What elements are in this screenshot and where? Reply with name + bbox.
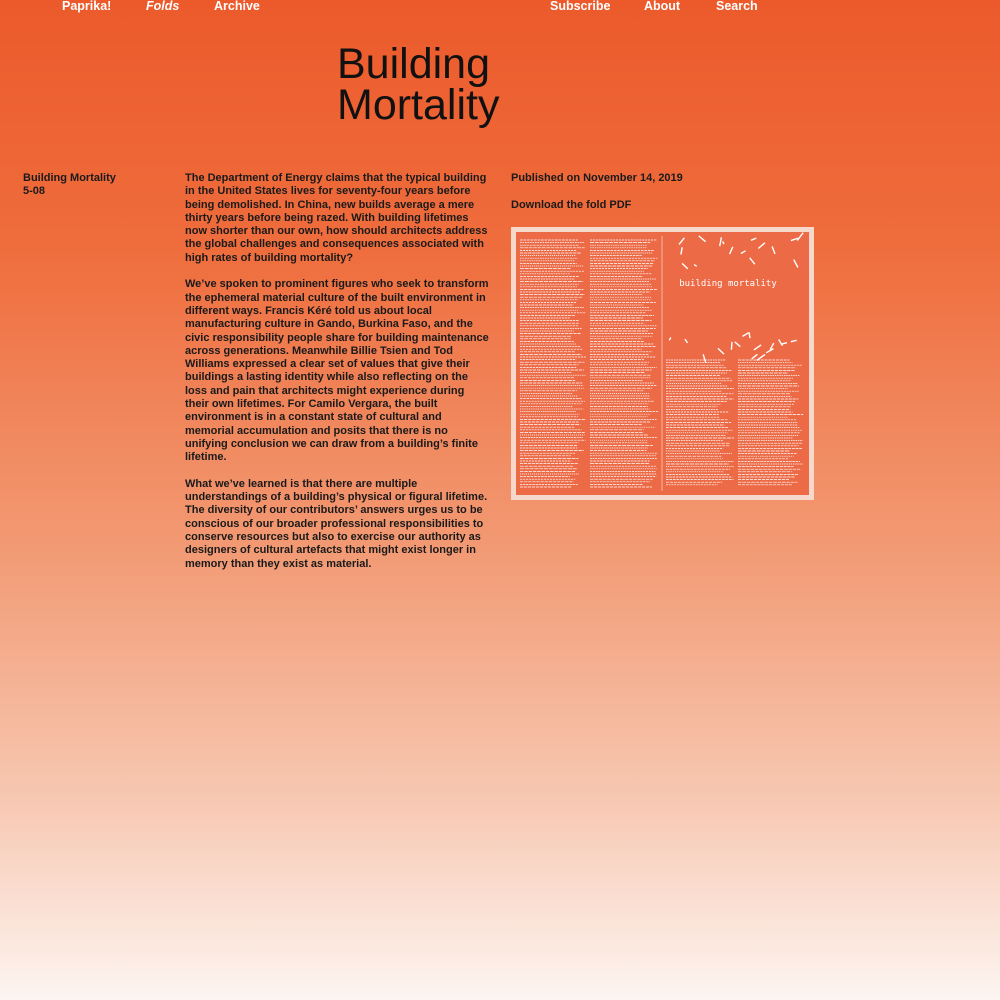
page-title-line-2: Mortality [337, 81, 500, 129]
fold-meta [511, 172, 683, 212]
nav-folds[interactable]: Folds [146, 0, 180, 13]
article-paragraph: The Department of Energy claims that the typical building in the United States lives for seventy-four years before being demolished. In China, new builds average a mere thirty years before being razed. With building lifetimes now shorter than our own, how should architects address the global challenges and consequences associated with high rates of building mortality? [185, 172, 488, 264]
article-body [185, 172, 490, 584]
fold-preview-heading: building mortality [679, 279, 777, 289]
fold-preview-image [516, 232, 809, 495]
issue-label [23, 172, 116, 199]
article-paragraph: We’ve spoken to prominent figures who seek to transform the ephemeral material culture of the built environment in different ways. Francis Kéré told us about local manufacturing culture in Gando, Burkina Faso, and the civic responsibility people share for building maintenance across generations. Meanwhile Billie Tsien and Tod Williams expressed a clear set of values that give their buildings a lasting identity while also reflecting on the loss and pain that architects might experience during their own lifetimes. For Camilo Vergara, the built environment is in a constant state of cultural and memorial accumulation and posits that there is no unifying conclusion we can draw from a building’s finite lifetime. [185, 278, 489, 464]
nav-paprika[interactable]: Paprika! [62, 0, 112, 13]
page-title [337, 40, 500, 129]
nav-archive[interactable]: Archive [214, 0, 260, 13]
issue-number: 5-08 [23, 185, 46, 198]
page-title-line-1: Building [337, 40, 490, 88]
issue-name: Building Mortality [23, 172, 116, 184]
fold-pdf-thumbnail[interactable] [511, 227, 814, 500]
nav-about[interactable]: About [644, 0, 681, 13]
published-date: Published on November 14, 2019 [511, 172, 683, 184]
nav-subscribe[interactable]: Subscribe [550, 0, 611, 13]
nav-search[interactable]: Search [716, 0, 758, 13]
article-paragraph: What we’ve learned is that there are multiple understandings of a building’s physical or figural lifetime. The diversity of our contributors’ answers urges us to be conscious of our broader professional responsibilities to conserve resources but also to exercise our authority as designers of cultural artefacts that might exist longer in memory than they exist as material. [185, 477, 488, 570]
download-pdf-link[interactable]: Download the fold PDF [511, 198, 632, 211]
